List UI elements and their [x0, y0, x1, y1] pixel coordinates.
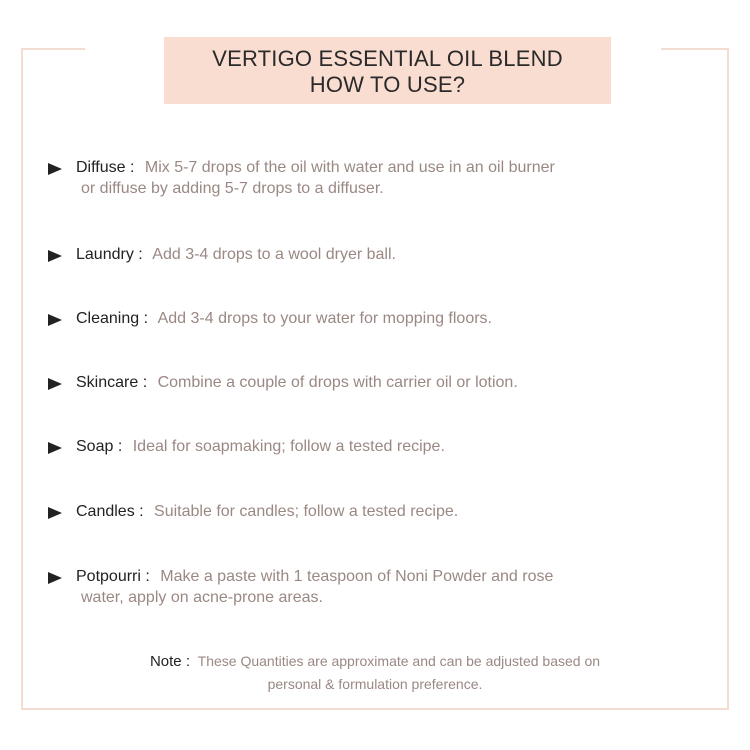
usage-item-diffuse [48, 157, 668, 199]
usage-item-skincare [48, 372, 668, 393]
title-banner [164, 37, 611, 104]
item-text-line-1: Mix 5-7 drops of the oil with water and use in an oil burner [144, 159, 555, 176]
usage-item-potpourri [48, 566, 668, 608]
note-label: Note : [149, 653, 190, 670]
arrow-bullet-icon [48, 507, 62, 519]
frame-top-left-segment [21, 48, 85, 50]
note [80, 650, 670, 696]
item-label: Potpourri : [76, 568, 150, 585]
title-line-1: VERTIGO ESSENTIAL OIL BLEND [212, 46, 563, 71]
usage-item-laundry [48, 244, 668, 265]
arrow-bullet-icon [48, 572, 62, 584]
item-label: Candles : [76, 503, 144, 520]
note-text-line-2: personal & formulation preference. [267, 676, 483, 692]
item-text-line-2: water, apply on acne-prone areas. [81, 589, 323, 606]
note-text-line-1: These Quantities are approximate and can be adjusted based on [197, 653, 601, 669]
item-label: Skincare : [76, 374, 148, 391]
arrow-bullet-icon [48, 163, 62, 175]
usage-item-soap [48, 436, 668, 457]
item-label: Diffuse : [76, 159, 135, 176]
title-line-2: HOW TO USE? [309, 72, 466, 97]
usage-item-cleaning [48, 308, 668, 329]
arrow-bullet-icon [48, 250, 62, 262]
usage-item-candles [48, 501, 668, 522]
item-text: Suitable for candles; follow a tested recipe. [154, 503, 459, 520]
item-label: Cleaning : [76, 310, 149, 327]
arrow-bullet-icon [48, 442, 62, 454]
item-label: Laundry : [76, 246, 143, 263]
item-text: Ideal for soapmaking; follow a tested recipe. [132, 438, 445, 455]
arrow-bullet-icon [48, 378, 62, 390]
item-text-line-2: or diffuse by adding 5-7 drops to a diffuser. [81, 180, 384, 197]
item-text-line-1: Make a paste with 1 teaspoon of Noni Powder and rose [160, 568, 554, 585]
item-text: Combine a couple of drops with carrier oil or lotion. [157, 374, 518, 391]
frame-top-right-segment [661, 48, 729, 50]
item-text: Add 3-4 drops to your water for mopping floors. [157, 310, 492, 327]
item-label: Soap : [76, 438, 123, 455]
item-text: Add 3-4 drops to a wool dryer ball. [152, 246, 396, 263]
arrow-bullet-icon [48, 314, 62, 326]
